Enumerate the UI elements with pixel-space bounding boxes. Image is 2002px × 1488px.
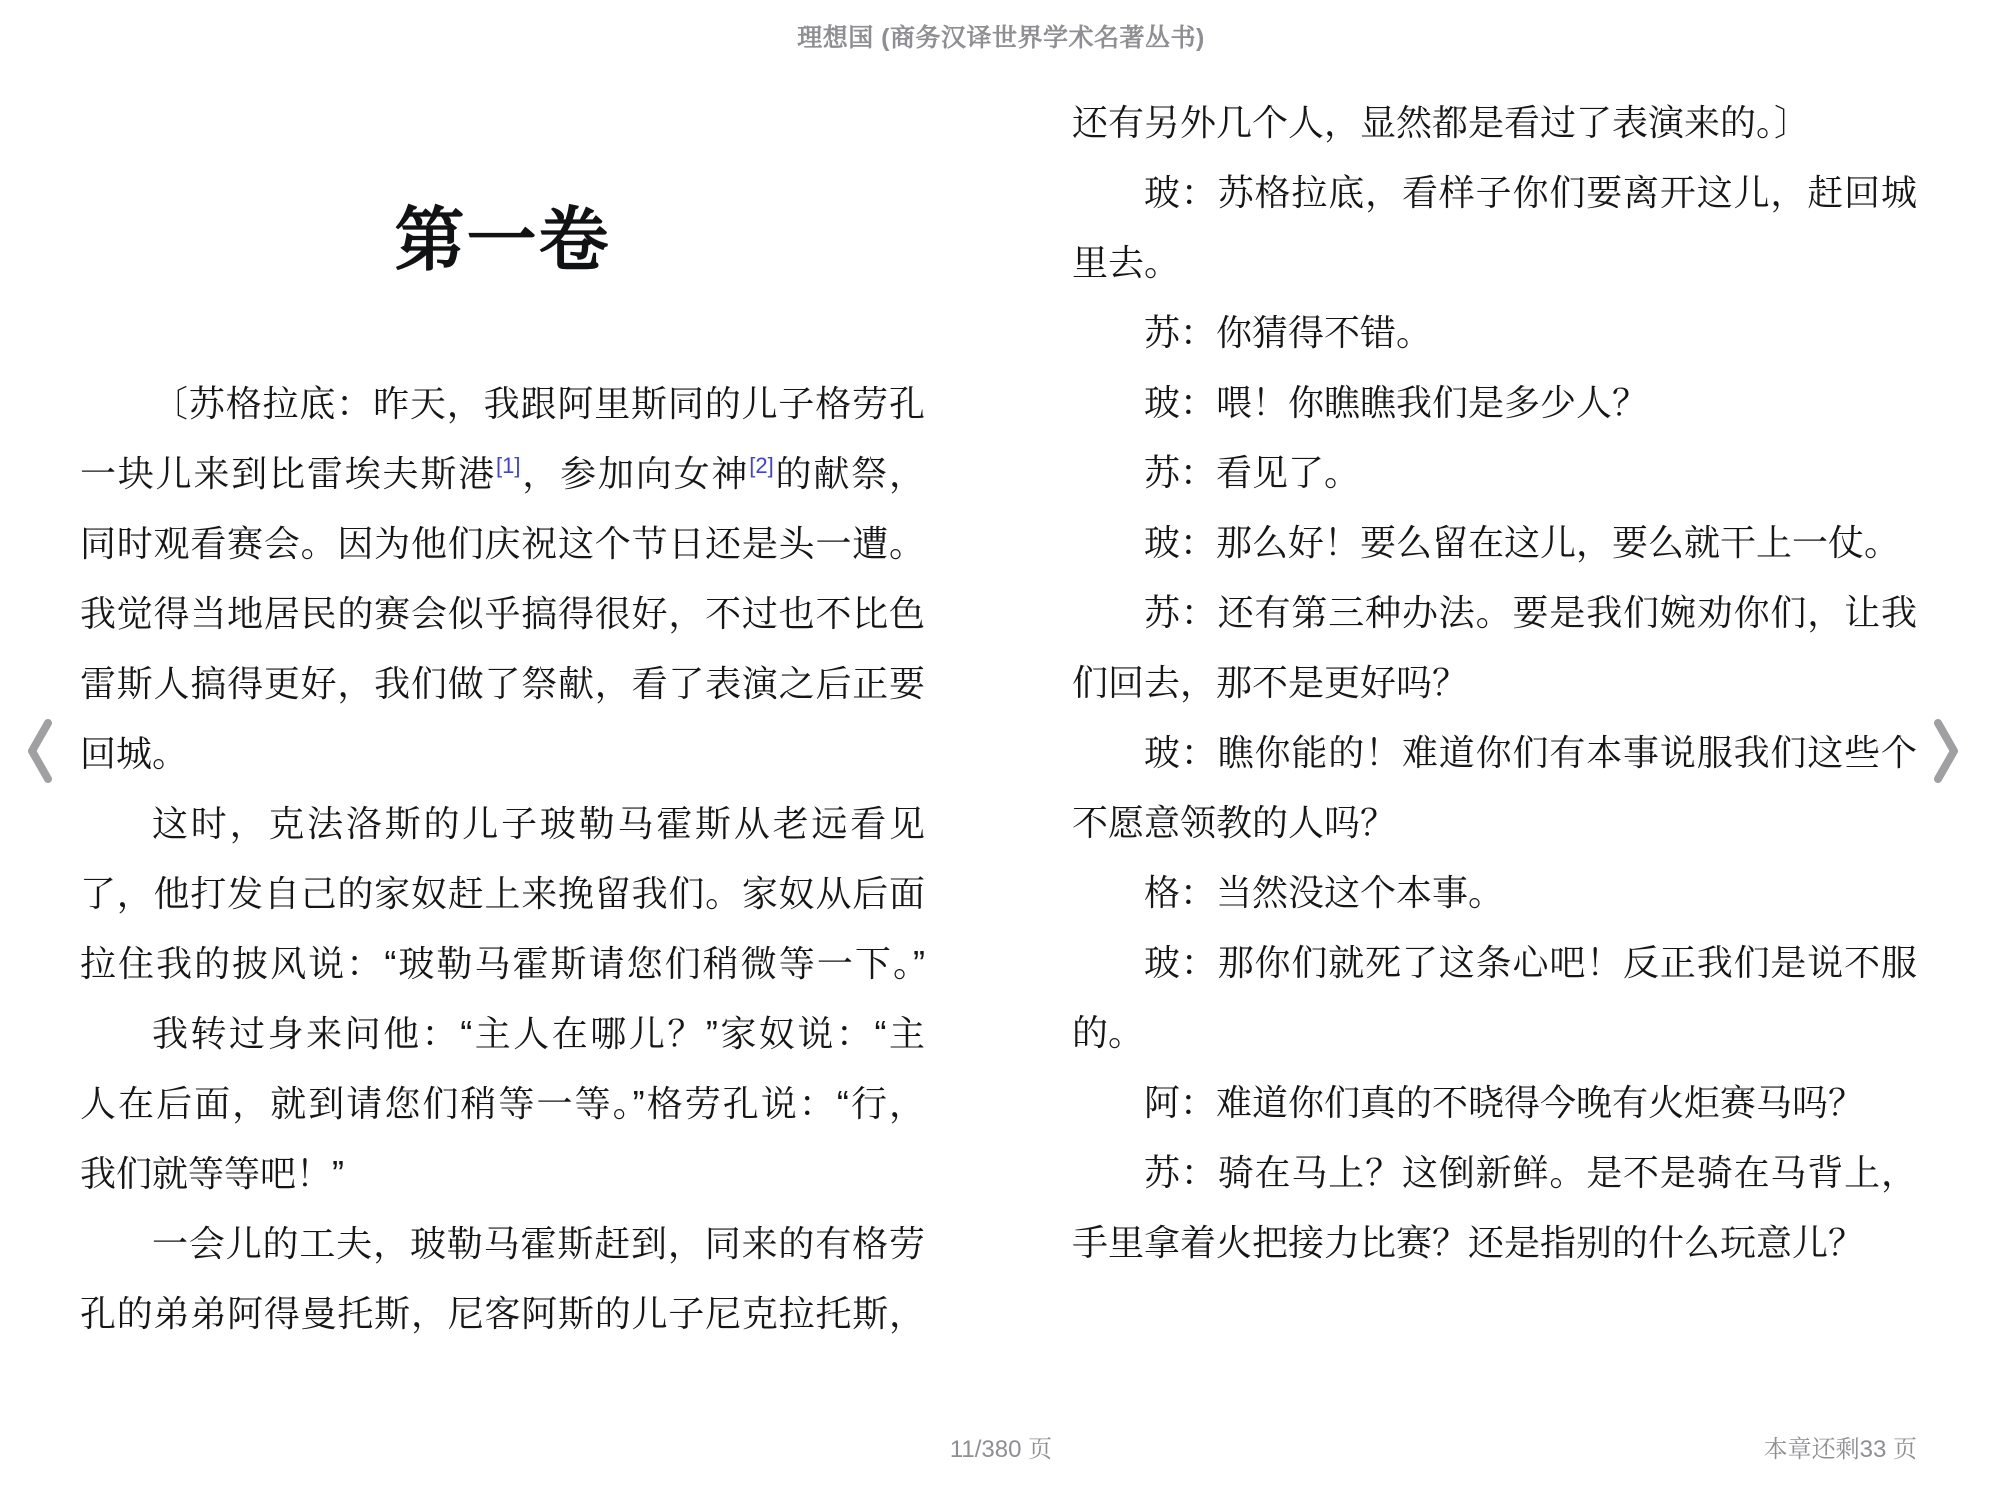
right-page-column <box>1072 0 1917 1278</box>
text-line: 里去。 <box>1072 242 1181 283</box>
text-line: 玻：喂！你瞧瞧我们是多少人？ <box>1144 382 1649 423</box>
text-line: 同时观看赛会。因为他们庆祝这个节日还是头一遭。 <box>80 522 925 564</box>
text-line: 苏：你猜得不错。 <box>1144 312 1433 353</box>
text-line: 人在后面，就到请您们稍等一等。”格劳孔说：“行， <box>80 1082 925 1124</box>
page-indicator: 11/380 页 <box>949 1436 1053 1463</box>
text-line <box>80 439 925 509</box>
text-line: 苏：还有第三种办法。要是我们婉劝你们，让我 <box>1144 592 1917 633</box>
text-line: 雷斯人搞得更好，我们做了祭献，看了表演之后正要 <box>80 662 925 704</box>
text-line: 我觉得当地居民的赛会似乎搞得很好，不过也不比色 <box>80 592 925 634</box>
text-line: 了，他打发自己的家奴赶上来挽留我们。家奴从后面 <box>80 872 925 914</box>
text-segment: 一块儿来到比雷埃夫斯港 <box>80 452 497 494</box>
text-line: 玻：瞧你能的！难道你们有本事说服我们这些个 <box>1144 732 1917 773</box>
text-segment: ，参加向女神 <box>520 452 750 494</box>
text-line: 玻：那么好！要么留在这儿，要么就干上一仗。 <box>1144 522 1901 563</box>
text-line: 〔苏格拉底：昨天，我跟阿里斯同的儿子格劳孔 <box>152 382 925 424</box>
text-line: 还有另外几个人，显然都是看过了表演来的。〕 <box>1072 102 1811 143</box>
text-line: 们回去，那不是更好吗？ <box>1072 662 1469 703</box>
text-line: 拉住我的披风说：“玻勒马霍斯请您们稍微等一下。” <box>80 942 925 984</box>
text-line: 一会儿的工夫，玻勒马霍斯赶到，同来的有格劳 <box>152 1222 925 1264</box>
next-page-button[interactable] <box>1932 714 1976 788</box>
text-segment: 的献祭， <box>773 452 925 494</box>
chevron-right-icon <box>1932 716 1962 786</box>
footnote-ref-2[interactable]: [2] <box>749 452 774 478</box>
text-line: 这时，克法洛斯的儿子玻勒马霍斯从老远看见 <box>152 802 925 844</box>
left-page-column <box>80 0 925 1349</box>
book-title: 理想国 (商务汉译世界学术名著丛书) <box>797 24 1205 52</box>
prev-page-button[interactable] <box>24 714 68 788</box>
text-line: 手里拿着火把接力比赛？还是指别的什么玩意儿？ <box>1072 1222 1865 1263</box>
text-line: 回城。 <box>80 732 189 774</box>
right-page-text <box>1072 0 1917 1278</box>
text-line: 我转过身来问他：“主人在哪儿？”家奴说：“主 <box>152 1012 925 1054</box>
text-line: 孔的弟弟阿得曼托斯，尼客阿斯的儿子尼克拉托斯， <box>80 1292 925 1334</box>
chapter-title: 第一卷 <box>394 201 611 279</box>
chapter-pages-remaining: 本章还剩33 页 <box>1763 1436 1917 1463</box>
chevron-left-icon <box>24 716 54 786</box>
text-line: 不愿意领教的人吗？ <box>1072 802 1397 843</box>
text-line: 玻：苏格拉底，看样子你们要离开这儿，赶回城 <box>1144 172 1917 213</box>
text-line: 苏：骑在马上？这倒新鲜。是不是骑在马背上， <box>1144 1152 1917 1193</box>
text-line: 玻：那你们就死了这条心吧！反正我们是说不服 <box>1144 942 1917 983</box>
footnote-ref-1[interactable]: [1] <box>496 452 521 478</box>
left-page-text <box>80 369 925 1349</box>
text-line: 阿：难道你们真的不晓得今晚有火炬赛马吗？ <box>1144 1082 1865 1123</box>
text-line: 苏：看见了。 <box>1144 452 1361 493</box>
text-line: 格：当然没这个本事。 <box>1144 872 1505 913</box>
text-line: 的。 <box>1072 1012 1145 1053</box>
text-line: 我们就等等吧！” <box>80 1152 344 1194</box>
